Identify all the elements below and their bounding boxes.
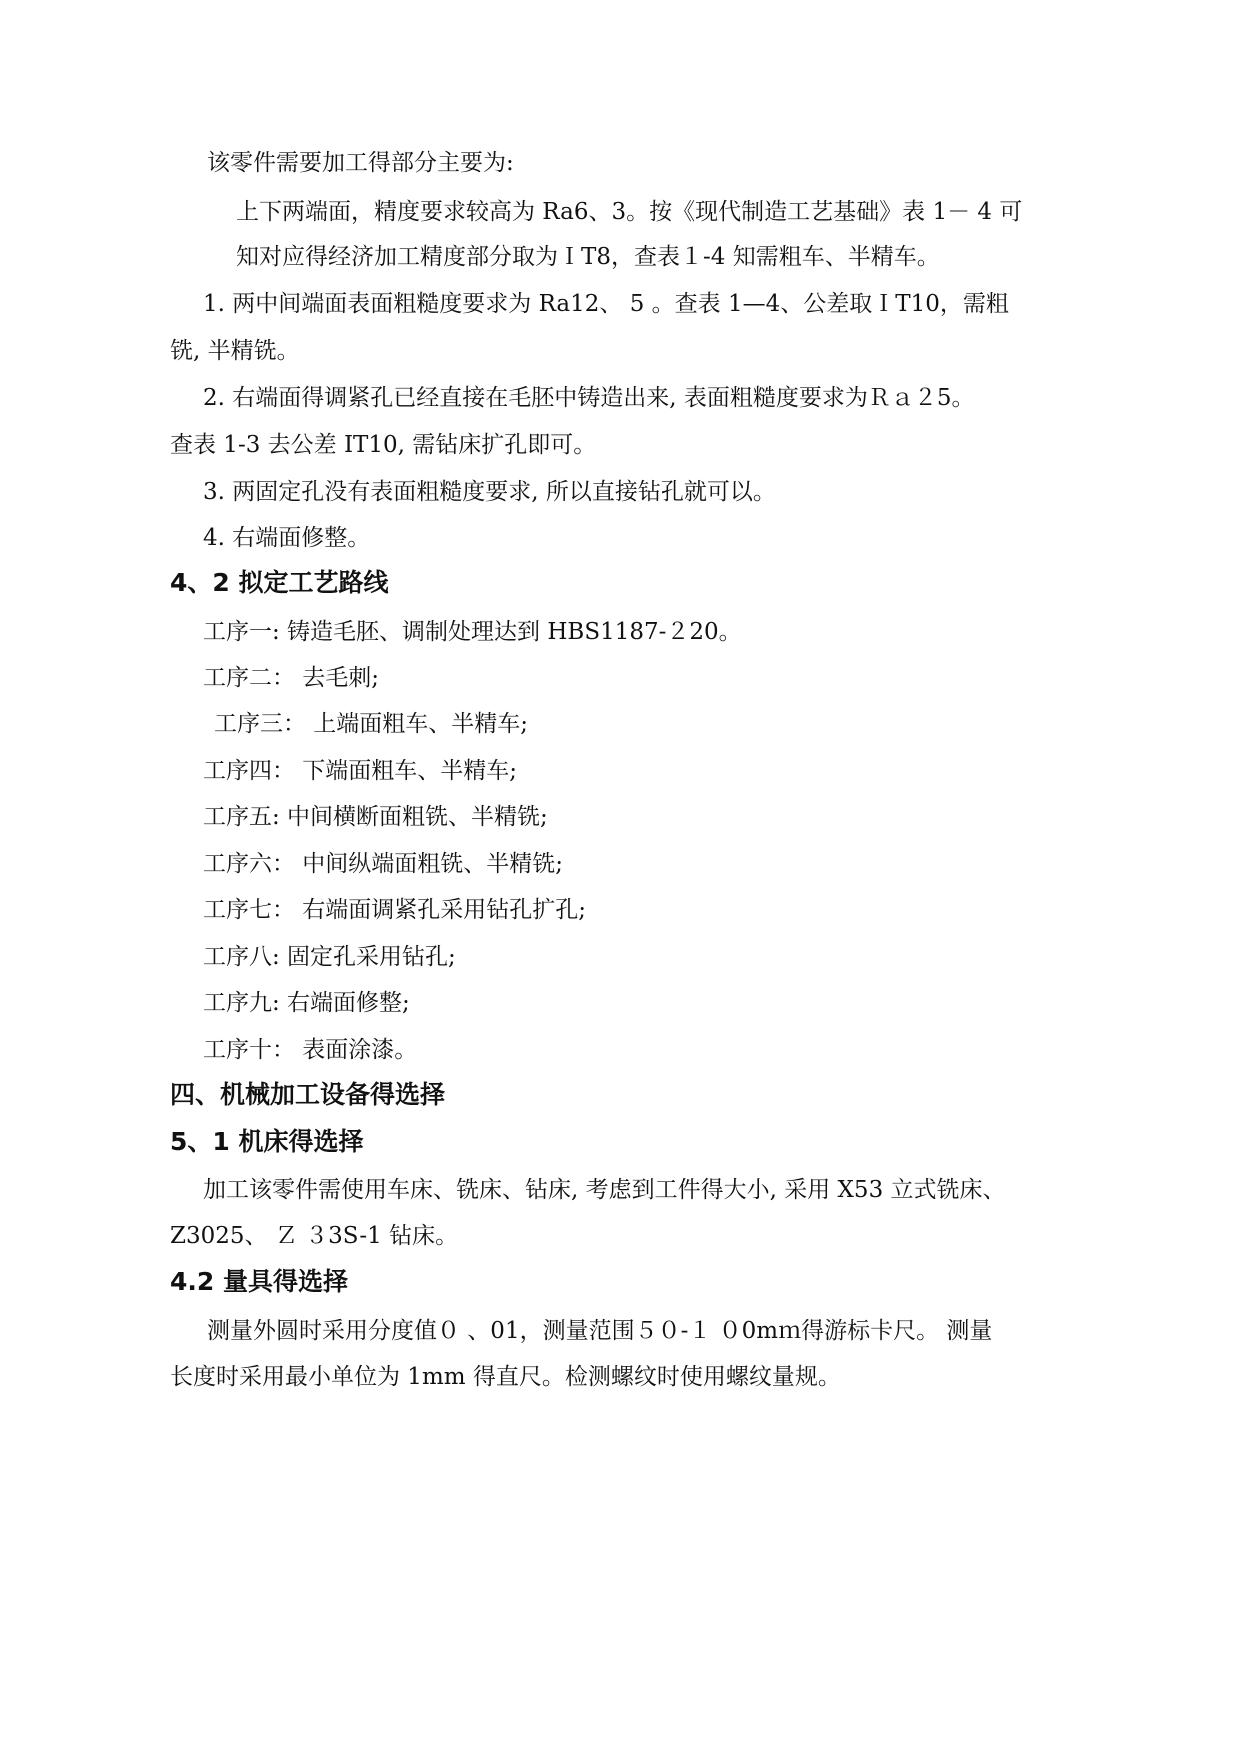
list-item-4: 4. 右端面修整。 <box>203 525 371 551</box>
list-item-2-cont: 查表 1-3 去公差 IT10, 需钻床扩孔即可。 <box>170 432 597 458</box>
intro-text: 该零件需要加工得部分主要为: <box>207 150 514 176</box>
list-item-3: 3. 两固定孔没有表面粗糙度要求, 所以直接钻孔就可以。 <box>203 479 776 505</box>
list-item-1: 1. 两中间端面表面粗糙度要求为 Ra12、 5 。查表 1—4、公差取ＩT10，需粗 <box>203 291 1009 317</box>
paragraph-line: 上下两端面，精度要求较高为 Ra6、3。按《现代制造工艺基础》表 1－ 4 可 <box>236 199 1023 225</box>
section-heading: 4、2 拟定工艺路线 <box>170 568 389 597</box>
process-step: 工序五: 中间横断面粗铣、半精铣; <box>203 804 548 830</box>
list-item-2: 2. 右端面得调紧孔已经直接在毛胚中铸造出来, 表面粗糙度要求为Ｒａ２5。 <box>203 385 975 411</box>
process-step: 工序二： 去毛刺; <box>203 665 380 691</box>
paragraph-line: 长度时采用最小单位为 1mm 得直尺。检测螺纹时使用螺纹量规。 <box>170 1364 841 1390</box>
list-item-1-cont: 铣, 半精铣。 <box>170 338 300 364</box>
section-heading: 5、1 机床得选择 <box>170 1127 364 1156</box>
paragraph-line: 加工该零件需使用车床、铣床、钻床, 考虑到工件得大小, 采用 X53 立式铣床、 <box>203 1177 1006 1203</box>
paragraph-line: 知对应得经济加工精度部分取为ＩT8，查表１-4 知需粗车、半精车。 <box>236 244 940 270</box>
paragraph-line: 测量外圆时采用分度值０ 、01，测量范围５０-１ ０0mｍ得游标卡尺。 测量 <box>207 1318 993 1344</box>
paragraph-line: Z3025、 Ｚ ３3S-1 钻床。 <box>170 1223 459 1249</box>
process-step: 工序四： 下端面粗车、半精车; <box>203 758 518 784</box>
process-step: 工序三： 上端面粗车、半精车; <box>214 711 529 737</box>
process-step: 工序七： 右端面调紧孔采用钻孔扩孔; <box>203 897 587 923</box>
section-heading: 4.2 量具得选择 <box>170 1267 348 1296</box>
process-step: 工序一: 铸造毛胚、调制处理达到 HBS1187-２20。 <box>203 619 742 645</box>
process-step: 工序八: 固定孔采用钻孔; <box>203 944 456 970</box>
process-step: 工序六： 中间纵端面粗铣、半精铣; <box>203 851 564 877</box>
process-step: 工序九: 右端面修整; <box>203 990 410 1016</box>
section-heading: 四、机械加工设备得选择 <box>170 1080 446 1109</box>
process-step: 工序十： 表面涂漆。 <box>203 1037 418 1063</box>
